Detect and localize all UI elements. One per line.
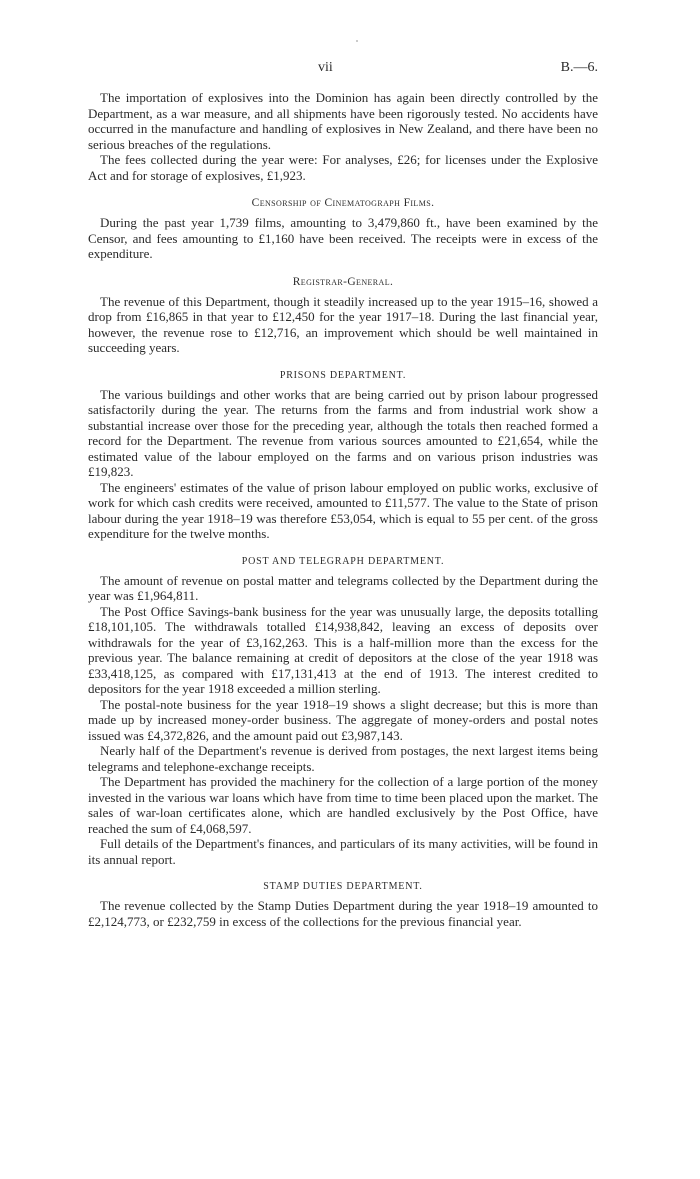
- paragraph: During the past year 1,739 films, amounting to 3,479,860 ft., have been examined by the Censor, and fees amounting to £1,160 have been received. The receipts were in excess of the expenditure.: [88, 215, 598, 261]
- paragraph: The revenue collected by the Stamp Duties Department during the year 1918–19 amounted to £2,124,773, or £232,759 in excess of the collections for the previous financial year.: [88, 898, 598, 929]
- paragraph: Nearly half of the Department's revenue is derived from postages, the next largest items being telegrams and telephone-exchange receipts.: [88, 743, 598, 774]
- section-heading: Registrar-General.: [292, 275, 394, 288]
- section-heading: PRISONS DEPARTMENT.: [279, 369, 407, 381]
- section-stamp-duties: [88, 881, 598, 929]
- section-heading: POST AND TELEGRAPH DEPARTMENT.: [241, 555, 445, 567]
- page-number: vii: [318, 60, 333, 75]
- document-page: [88, 60, 598, 929]
- paragraph: The Post Office Savings-bank business for the year was unusually large, the deposits totalling £18,101,105. The withdrawals totalled £14,938,842, leaving an excess of deposits over withdrawals for the year of £3,162,263. This is a half-million more than the excess for the previous year. The balance remaining at credit of depositors at the close of the year 1918 was £33,418,125, as compared with £17,131,413 at the end of 1913. The interest credited to depositors for the year 1918 exceeded a million sterling.: [88, 603, 598, 696]
- paragraph: The importation of explosives into the Dominion has again been directly controlled by the Department, as a war measure, and all shipments have been rigorously tested. No accidents have occurred in the manufacture and handling of explosives in New Zealand, and there have been no serious breaches of the regulations.: [88, 90, 598, 152]
- paragraph: The engineers' estimates of the value of prison labour employed on public works, exclusive of work for which cash credits were received, amounted to £11,577. The value to the State of prison labour during the year 1918–19 was therefore £53,054, which is equal to 55 per cent. of the gross expenditure for the twelve months.: [88, 479, 598, 541]
- document-reference: B.—6.: [560, 60, 598, 75]
- section-registrar-general: [88, 276, 598, 356]
- paragraph: The Department has provided the machinery for the collection of a large portion of the money invested in the various war loans which have from time to time been placed upon the market. The sales of war-loan certificates alone, which are handled exclusively by the Post Office, have reached the sum of £4,068,597.: [88, 774, 598, 836]
- section-prisons: [88, 370, 598, 542]
- section-explosives: [88, 90, 598, 183]
- paragraph: The amount of revenue on postal matter and telegrams collected by the Department during the year was £1,964,811.: [88, 572, 598, 603]
- paragraph: The fees collected during the year were: For analyses, £26; for licenses under the Explosive Act and for storage of explosives, £1,923.: [88, 152, 598, 183]
- paragraph: The various buildings and other works that are being carried out by prison labour progressed satisfactorily during the year. The returns from the farms and from industrial work show a substantial increase over those for the preceding year, although the totals then reached formed a record for the Department. The revenue from various sources amounted to £21,654, while the estimated value of the labour employed on the farms and on various prison industries was £19,823.: [88, 386, 598, 479]
- section-post-telegraph: [88, 556, 598, 868]
- paragraph: The revenue of this Department, though it steadily increased up to the year 1915–16, showed a drop from £16,865 in that year to £12,450 for the year 1917–18. During the last financial year, however, the revenue rose to £12,716, an improvement which should be well maintained in succeeding years.: [88, 293, 598, 355]
- section-heading: Censorship of Cinematograph Films.: [251, 197, 435, 209]
- page-header: [88, 60, 598, 80]
- paragraph: The postal-note business for the year 1918–19 shows a slight decrease; but this is more than made up by increased money-order business. The aggregate of money-orders and postal notes issued was £4,372,826, and the amount paid out £3,987,143.: [88, 696, 598, 743]
- section-censorship: [88, 197, 598, 262]
- page-speck: [356, 40, 358, 42]
- section-heading: STAMP DUTIES DEPARTMENT.: [263, 881, 423, 892]
- paragraph: Full details of the Department's finances, and particulars of its many activities, will be found in its annual report.: [88, 836, 598, 867]
